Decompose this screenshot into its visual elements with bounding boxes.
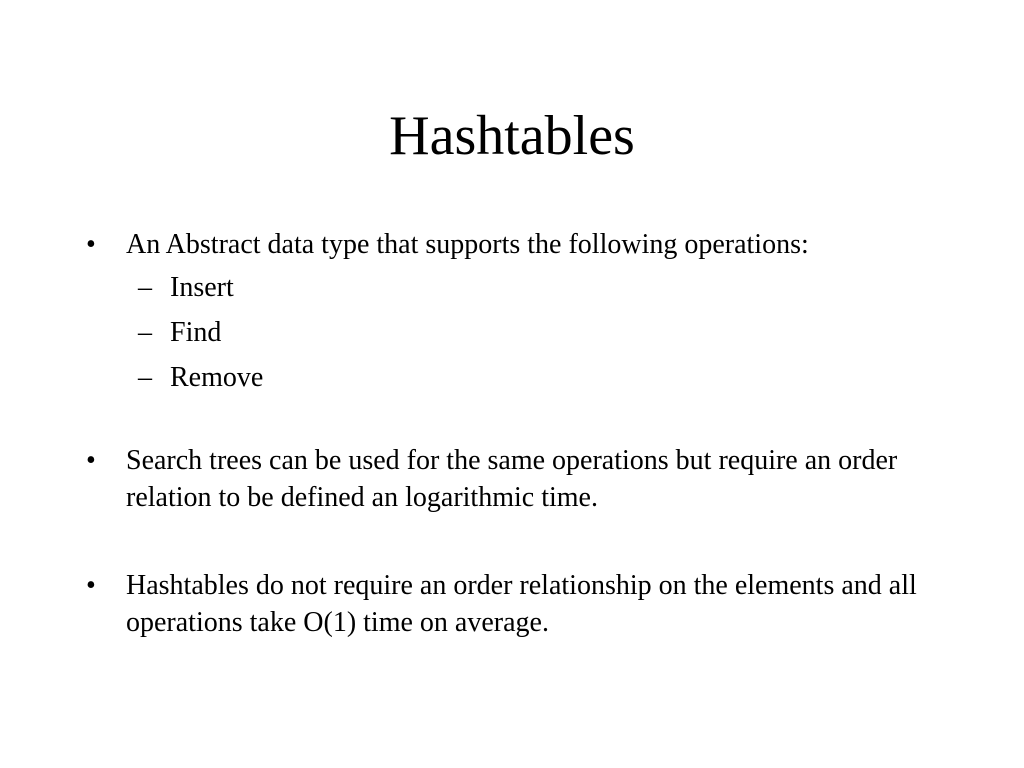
slide-title: Hashtables [389,105,635,167]
bullet-text: Search trees can be used for the same operations but require an order relation to be defined an logarithmic time. [126,445,898,513]
bullet-marker: • [86,570,96,601]
bullet-list [86,226,956,641]
sub-item [86,314,956,351]
bullet-text: Hashtables do not require an order relationship on the elements and all operations take O(1) time on average. [126,570,917,638]
bullet-item [86,442,956,516]
bullet-marker: • [86,229,96,260]
sub-item [86,269,956,306]
sub-item-text: Find [170,317,222,348]
sub-item-text: Insert [170,272,234,303]
bullet-item [86,226,956,396]
bullet-item [86,567,956,641]
bullet-text: An Abstract data type that supports the following operations: [126,229,809,260]
sub-list [86,269,956,396]
dash-marker: – [138,362,152,393]
bullet-marker: • [86,445,96,476]
sub-item [86,359,956,396]
sub-item-text: Remove [170,362,264,393]
dash-marker: – [138,272,152,303]
dash-marker: – [138,317,152,348]
